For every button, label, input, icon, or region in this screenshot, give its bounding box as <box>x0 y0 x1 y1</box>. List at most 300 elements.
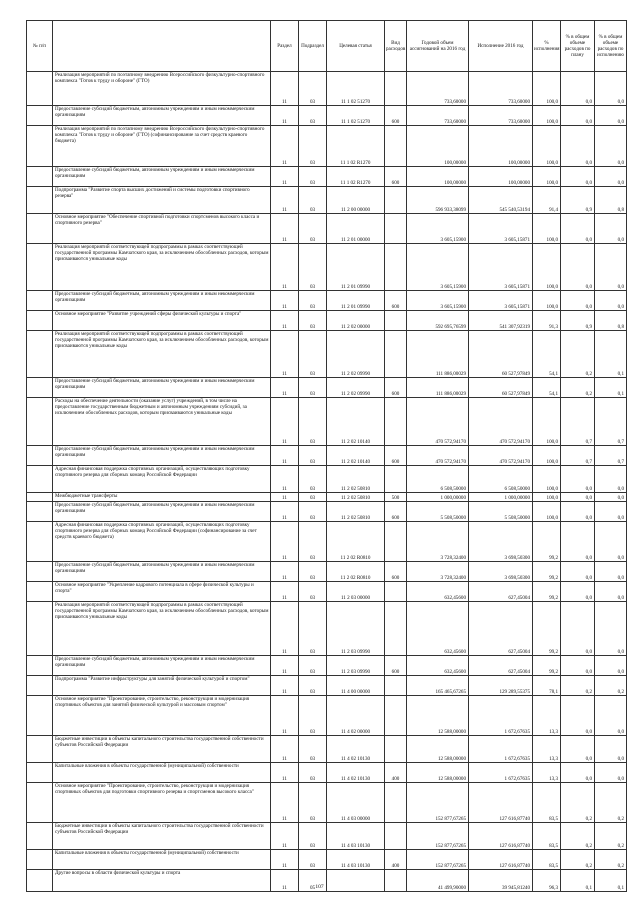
cell-name: Бюджетные инвестиции в объекты капитального строительства государственной собственности субъектов Российской Федерации <box>53 823 271 850</box>
table-body <box>27 72 627 892</box>
cell-plan: 100,00000 <box>407 167 469 187</box>
table-row <box>27 126 627 167</box>
header-podrazdel: Подраздел <box>299 21 327 72</box>
cell-razdel: 11 <box>271 602 299 656</box>
cell-percent: 83,5 <box>533 850 561 870</box>
cell-target-article: 11 4 03 10130 <box>327 850 385 870</box>
cell-share-fact: 0,0 <box>595 106 627 126</box>
cell-plan: 470 572,94170 <box>407 398 469 446</box>
cell-num <box>27 378 53 398</box>
cell-share-fact: 0,7 <box>595 398 627 446</box>
cell-percent: 78,1 <box>533 676 561 696</box>
table-row <box>27 378 627 398</box>
cell-expense-type <box>385 311 407 331</box>
cell-fact: 627,45004 <box>469 602 533 656</box>
cell-percent: 100,0 <box>533 446 561 466</box>
header-target-article: Целевая статья <box>327 21 385 72</box>
cell-target-article: 11 2 02 10140 <box>327 398 385 446</box>
cell-razdel: 11 <box>271 502 299 522</box>
table-row <box>27 214 627 244</box>
cell-num <box>27 72 53 106</box>
cell-target-article: 11 4 00 00000 <box>327 676 385 696</box>
table-row <box>27 291 627 311</box>
cell-share-plan: 0,2 <box>561 676 595 696</box>
cell-expense-type <box>385 676 407 696</box>
cell-podrazdel: 03 <box>299 736 327 763</box>
cell-num <box>27 602 53 656</box>
cell-num <box>27 291 53 311</box>
cell-razdel: 11 <box>271 398 299 446</box>
table-row <box>27 331 627 378</box>
cell-target-article: 11 2 02 50810 <box>327 466 385 493</box>
cell-name: Капитальные вложения в объекты государственной (муниципальной) собственности <box>53 850 271 870</box>
header-percent: % исполнения <box>533 21 561 72</box>
cell-target-article: 11 2 02 50810 <box>327 502 385 522</box>
cell-expense-type <box>385 696 407 736</box>
header-fact: Исполнение 2016 год <box>469 21 533 72</box>
cell-name: Реализация мероприятий по поэтапному внедрению Всероссийского физкультурно-спортивного комплекса "Готов к труду и обороне" (ГТО) (софинансирование за счет средств краевого бюджета) <box>53 126 271 167</box>
cell-razdel: 11 <box>271 126 299 167</box>
cell-plan: 632,45600 <box>407 602 469 656</box>
cell-name: Реализация мероприятий по поэтапному внедрению Всероссийского физкультурно-спортивного комплекса "Готов к труду и обороне" (ГТО) <box>53 72 271 106</box>
cell-fact: 60 527,97849 <box>469 378 533 398</box>
cell-plan: 152 877,67265 <box>407 850 469 870</box>
cell-podrazdel: 03 <box>299 167 327 187</box>
cell-razdel: 11 <box>271 331 299 378</box>
cell-expense-type <box>385 582 407 602</box>
cell-podrazdel: 03 <box>299 493 327 502</box>
cell-fact: 627,45004 <box>469 582 533 602</box>
cell-plan: 733,60000 <box>407 72 469 106</box>
cell-percent: 100,0 <box>533 106 561 126</box>
cell-razdel: 11 <box>271 244 299 291</box>
cell-share-plan: 0,0 <box>561 562 595 582</box>
table-row <box>27 602 627 656</box>
cell-share-plan: 0,2 <box>561 331 595 378</box>
cell-share-plan: 0,0 <box>561 502 595 522</box>
cell-share-fact: 0,1 <box>595 331 627 378</box>
cell-razdel: 11 <box>271 311 299 331</box>
cell-expense-type: 400 <box>385 763 407 783</box>
cell-target-article: 11 2 01 00000 <box>327 214 385 244</box>
cell-share-fact: 0,0 <box>595 72 627 106</box>
cell-num <box>27 763 53 783</box>
cell-podrazdel: 03 <box>299 656 327 676</box>
cell-share-plan: 0,0 <box>561 696 595 736</box>
table-row <box>27 311 627 331</box>
cell-plan: 111 886,00029 <box>407 378 469 398</box>
cell-podrazdel: 03 <box>299 291 327 311</box>
cell-num <box>27 502 53 522</box>
cell-num <box>27 331 53 378</box>
cell-fact: 3 605,15871 <box>469 244 533 291</box>
table-row <box>27 736 627 763</box>
cell-percent: 100,0 <box>533 126 561 167</box>
cell-target-article: 11 2 02 10140 <box>327 446 385 466</box>
cell-razdel: 11 <box>271 214 299 244</box>
cell-razdel: 11 <box>271 562 299 582</box>
cell-podrazdel: 03 <box>299 311 327 331</box>
header-razdel: Раздел <box>271 21 299 72</box>
cell-share-fact: 0,2 <box>595 676 627 696</box>
cell-plan: 470 572,94170 <box>407 446 469 466</box>
cell-share-fact: 0,0 <box>595 493 627 502</box>
cell-percent: 99,2 <box>533 562 561 582</box>
table-row <box>27 522 627 562</box>
table-header-row <box>27 21 627 72</box>
cell-share-fact: 0,0 <box>595 466 627 493</box>
cell-fact: 3 698,50300 <box>469 562 533 582</box>
cell-target-article: 11 4 03 00000 <box>327 783 385 823</box>
cell-name: Предоставление субсидий бюджетным, автономным учреждениям и иным некоммерческим организациям <box>53 167 271 187</box>
cell-podrazdel: 03 <box>299 850 327 870</box>
cell-podrazdel: 03 <box>299 602 327 656</box>
cell-expense-type <box>385 214 407 244</box>
cell-num <box>27 214 53 244</box>
cell-name: Подпрограмма "Развитие инфраструктуры для занятий физической культурой и спортом" <box>53 676 271 696</box>
cell-num <box>27 696 53 736</box>
cell-expense-type: 600 <box>385 446 407 466</box>
table-row <box>27 244 627 291</box>
cell-share-plan: 0,1 <box>561 870 595 892</box>
cell-target-article: 11 1 02 R1270 <box>327 126 385 167</box>
cell-num <box>27 167 53 187</box>
cell-share-plan: 0,2 <box>561 850 595 870</box>
cell-razdel: 11 <box>271 582 299 602</box>
table-row <box>27 106 627 126</box>
cell-share-plan: 0,2 <box>561 378 595 398</box>
cell-razdel: 11 <box>271 187 299 214</box>
cell-plan: 632,45600 <box>407 656 469 676</box>
cell-share-fact: 0,8 <box>595 187 627 214</box>
cell-expense-type: 600 <box>385 656 407 676</box>
cell-podrazdel: 03 <box>299 398 327 446</box>
cell-share-plan: 0,0 <box>561 214 595 244</box>
cell-podrazdel: 05 <box>299 870 327 892</box>
cell-name: Адресная финансовая поддержка спортивных организаций, осуществляющих подготовку спортивного резерва для сборных команд Российской Федерации (софинансирование за счет средств краевого бюджета) <box>53 522 271 562</box>
cell-num <box>27 106 53 126</box>
cell-fact: 545 540,53194 <box>469 187 533 214</box>
cell-name: Основное мероприятие "Обеспечение спортивной подготовки спортсменов высокого класса и спортивного резерва" <box>53 214 271 244</box>
cell-target-article: 11 4 03 10130 <box>327 823 385 850</box>
cell-percent: 100,0 <box>533 167 561 187</box>
cell-name: Предоставление субсидий бюджетным, автономным учреждениям и иным некоммерческим организациям <box>53 106 271 126</box>
cell-num <box>27 244 53 291</box>
cell-num <box>27 562 53 582</box>
cell-fact: 1 672,67635 <box>469 696 533 736</box>
cell-plan: 632,45600 <box>407 582 469 602</box>
cell-share-fact: 0,0 <box>595 602 627 656</box>
cell-plan: 152 877,67265 <box>407 783 469 823</box>
cell-share-fact: 0,0 <box>595 582 627 602</box>
cell-percent: 91,3 <box>533 311 561 331</box>
cell-fact: 1 672,67635 <box>469 763 533 783</box>
cell-plan: 733,60000 <box>407 106 469 126</box>
cell-percent: 13,3 <box>533 696 561 736</box>
cell-percent: 91,4 <box>533 187 561 214</box>
table-row <box>27 823 627 850</box>
cell-num <box>27 126 53 167</box>
cell-percent: 100,0 <box>533 466 561 493</box>
cell-percent: 99,2 <box>533 656 561 676</box>
cell-fact: 1 000,00000 <box>469 493 533 502</box>
cell-podrazdel: 03 <box>299 466 327 493</box>
cell-razdel: 11 <box>271 783 299 823</box>
cell-share-plan: 0,0 <box>561 466 595 493</box>
cell-fact: 3 605,15871 <box>469 291 533 311</box>
cell-target-article: 11 1 02 R1270 <box>327 167 385 187</box>
cell-expense-type <box>385 72 407 106</box>
table-row <box>27 466 627 493</box>
cell-expense-type: 600 <box>385 167 407 187</box>
cell-share-plan: 0,0 <box>561 72 595 106</box>
cell-target-article: 11 2 02 R0810 <box>327 522 385 562</box>
cell-fact: 1 672,67635 <box>469 736 533 763</box>
cell-podrazdel: 03 <box>299 502 327 522</box>
cell-plan: 111 886,00029 <box>407 331 469 378</box>
cell-razdel: 11 <box>271 493 299 502</box>
table-row <box>27 582 627 602</box>
cell-target-article: 11 2 02 R0810 <box>327 562 385 582</box>
cell-expense-type <box>385 126 407 167</box>
cell-razdel: 11 <box>271 167 299 187</box>
cell-razdel: 11 <box>271 446 299 466</box>
cell-num <box>27 783 53 823</box>
cell-fact: 733,60000 <box>469 106 533 126</box>
cell-name: Реализация мероприятий соответствующей подпрограммы в рамках соответствующей государственной программы Камчатского края, за исключением обособленных расходов, которым присваиваются уникальные коды <box>53 602 271 656</box>
cell-name: Предоставление субсидий бюджетным, автономным учреждениям и иным некоммерческим организациям <box>53 291 271 311</box>
cell-podrazdel: 03 <box>299 446 327 466</box>
cell-share-plan: 0,0 <box>561 763 595 783</box>
table-row <box>27 562 627 582</box>
page-number: 107 <box>315 884 324 890</box>
cell-target-article: 11 1 02 51270 <box>327 106 385 126</box>
cell-razdel: 11 <box>271 870 299 892</box>
cell-fact: 6 508,50000 <box>469 466 533 493</box>
cell-num <box>27 446 53 466</box>
cell-name: Основное мероприятие "Укрепление кадрового потенциала в сфере физической культуры и спорта" <box>53 582 271 602</box>
cell-expense-type: 600 <box>385 378 407 398</box>
cell-share-plan: 0,0 <box>561 602 595 656</box>
cell-name: Предоставление субсидий бюджетным, автономным учреждениям и иным некоммерческим организациям <box>53 562 271 582</box>
cell-percent: 96,3 <box>533 870 561 892</box>
header-share-fact: % в общем объеме расходов по исполнению <box>595 21 627 72</box>
header-num: № п/п <box>27 21 53 72</box>
cell-razdel: 11 <box>271 522 299 562</box>
cell-expense-type <box>385 331 407 378</box>
cell-percent: 54,1 <box>533 331 561 378</box>
cell-percent: 99,2 <box>533 582 561 602</box>
cell-num <box>27 850 53 870</box>
cell-name: Расходы на обеспечение деятельности (оказание услуг) учреждений, в том числе на предоставление государственным бюджетным и автономным учреждениям субсидий, за исключением обособленных расходов, которым присваиваются уникальные коды <box>53 398 271 446</box>
cell-razdel: 11 <box>271 291 299 311</box>
cell-target-article: 11 2 02 00000 <box>327 311 385 331</box>
cell-plan: 41 499,90000 <box>407 870 469 892</box>
cell-plan: 12 588,00000 <box>407 736 469 763</box>
cell-expense-type <box>385 823 407 850</box>
cell-plan: 596 933,38099 <box>407 187 469 214</box>
cell-podrazdel: 03 <box>299 783 327 823</box>
cell-expense-type <box>385 736 407 763</box>
cell-num <box>27 398 53 446</box>
cell-podrazdel: 03 <box>299 331 327 378</box>
cell-share-fact: 0,1 <box>595 870 627 892</box>
cell-num <box>27 676 53 696</box>
cell-name: Предоставление субсидий бюджетным, автономным учреждениям и иным некоммерческим организациям <box>53 446 271 466</box>
table-row <box>27 676 627 696</box>
cell-razdel: 11 <box>271 378 299 398</box>
table-row <box>27 783 627 823</box>
cell-plan: 12 588,00000 <box>407 763 469 783</box>
cell-target-article: 11 2 02 09990 <box>327 331 385 378</box>
cell-percent: 99,2 <box>533 522 561 562</box>
cell-expense-type <box>385 187 407 214</box>
cell-podrazdel: 03 <box>299 823 327 850</box>
cell-podrazdel: 03 <box>299 126 327 167</box>
cell-fact: 39 945,81240 <box>469 870 533 892</box>
cell-share-fact: 0,0 <box>595 291 627 311</box>
cell-share-plan: 0,0 <box>561 291 595 311</box>
cell-percent: 100,0 <box>533 244 561 291</box>
table-row <box>27 167 627 187</box>
cell-plan: 12 588,00000 <box>407 696 469 736</box>
cell-share-fact: 0,0 <box>595 502 627 522</box>
cell-share-plan: 0,0 <box>561 167 595 187</box>
cell-target-article: 11 4 02 10130 <box>327 736 385 763</box>
cell-share-fact: 0,0 <box>595 167 627 187</box>
cell-target-article: 11 2 02 50810 <box>327 493 385 502</box>
cell-percent: 100,0 <box>533 72 561 106</box>
cell-podrazdel: 03 <box>299 763 327 783</box>
cell-fact: 3 698,50300 <box>469 522 533 562</box>
cell-expense-type <box>385 602 407 656</box>
cell-razdel: 11 <box>271 736 299 763</box>
cell-share-plan: 0,7 <box>561 398 595 446</box>
cell-share-plan: 0,0 <box>561 106 595 126</box>
cell-podrazdel: 03 <box>299 378 327 398</box>
cell-podrazdel: 03 <box>299 106 327 126</box>
cell-target-article: 11 2 03 09990 <box>327 656 385 676</box>
cell-name: Основное мероприятие "Проектирование, строительство, реконструкция и модернизация спортивных объектов для подготовки спортивного резерва и спортсменов высокого класса" <box>53 783 271 823</box>
cell-podrazdel: 03 <box>299 244 327 291</box>
cell-plan: 3 605,15900 <box>407 291 469 311</box>
cell-num <box>27 187 53 214</box>
cell-percent: 13,3 <box>533 736 561 763</box>
table-row <box>27 656 627 676</box>
cell-target-article: 11 2 00 00000 <box>327 187 385 214</box>
cell-podrazdel: 03 <box>299 522 327 562</box>
cell-share-fact: 0,0 <box>595 126 627 167</box>
cell-share-plan: 0,0 <box>561 244 595 291</box>
cell-expense-type: 600 <box>385 106 407 126</box>
cell-percent: 83,5 <box>533 783 561 823</box>
cell-plan: 3 728,32400 <box>407 522 469 562</box>
cell-razdel: 11 <box>271 696 299 736</box>
cell-expense-type: 600 <box>385 562 407 582</box>
budget-table <box>26 20 627 892</box>
cell-plan: 5 508,50000 <box>407 502 469 522</box>
cell-podrazdel: 03 <box>299 676 327 696</box>
cell-fact: 470 572,94170 <box>469 398 533 446</box>
cell-razdel: 11 <box>271 676 299 696</box>
cell-fact: 127 616,87740 <box>469 783 533 823</box>
cell-target-article: 11 4 02 00000 <box>327 696 385 736</box>
cell-fact: 100,00000 <box>469 126 533 167</box>
cell-fact: 541 307,92319 <box>469 311 533 331</box>
cell-expense-type <box>385 466 407 493</box>
cell-name: Межбюджетные трансферты <box>53 493 271 502</box>
cell-fact: 129 289,55375 <box>469 676 533 696</box>
cell-plan: 165 465,67265 <box>407 676 469 696</box>
cell-share-fact: 0,1 <box>595 378 627 398</box>
cell-podrazdel: 03 <box>299 582 327 602</box>
cell-expense-type: 600 <box>385 291 407 311</box>
cell-percent: 13,3 <box>533 763 561 783</box>
cell-share-fact: 0,7 <box>595 446 627 466</box>
cell-share-plan: 0,0 <box>561 656 595 676</box>
cell-fact: 127 616,87740 <box>469 850 533 870</box>
cell-num <box>27 466 53 493</box>
cell-razdel: 11 <box>271 656 299 676</box>
cell-name: Реализация мероприятий соответствующей подпрограммы в рамках соответствующей государственной программы Камчатского края, за исключением обособленных расходов, которым присваиваются уникальные коды <box>53 244 271 291</box>
cell-target-article: 11 2 01 09990 <box>327 291 385 311</box>
cell-plan: 100,00000 <box>407 126 469 167</box>
cell-num <box>27 656 53 676</box>
cell-share-fact: 0,2 <box>595 823 627 850</box>
cell-podrazdel: 03 <box>299 214 327 244</box>
cell-share-fact: 0,0 <box>595 656 627 676</box>
cell-plan: 3 605,15900 <box>407 214 469 244</box>
cell-fact: 627,45004 <box>469 656 533 676</box>
cell-name: Адресная финансовая поддержка спортивных организаций, осуществляющих подготовку спортивного резерва для сборных команд Российской Федерации <box>53 466 271 493</box>
cell-share-fact: 0,0 <box>595 763 627 783</box>
cell-razdel: 11 <box>271 72 299 106</box>
cell-target-article: 11 1 02 51270 <box>327 72 385 106</box>
cell-fact: 100,00000 <box>469 167 533 187</box>
cell-razdel: 11 <box>271 850 299 870</box>
cell-podrazdel: 03 <box>299 72 327 106</box>
cell-share-plan: 0,7 <box>561 446 595 466</box>
table-row <box>27 763 627 783</box>
cell-name: Подпрограмма "Развитие спорта высших достижений и системы подготовки спортивного резерва" <box>53 187 271 214</box>
cell-plan: 3 728,32400 <box>407 562 469 582</box>
cell-fact: 60 527,97849 <box>469 331 533 378</box>
table-row <box>27 72 627 106</box>
cell-share-plan: 0,0 <box>561 582 595 602</box>
cell-target-article: 11 2 01 09990 <box>327 244 385 291</box>
cell-num <box>27 823 53 850</box>
cell-name: Предоставление субсидий бюджетным, автономным учреждениям и иным некоммерческим организациям <box>53 502 271 522</box>
header-expense-type: Вид расходов <box>385 21 407 72</box>
cell-razdel: 11 <box>271 823 299 850</box>
cell-percent: 100,0 <box>533 493 561 502</box>
cell-num <box>27 522 53 562</box>
cell-razdel: 11 <box>271 106 299 126</box>
cell-share-plan: 0,2 <box>561 823 595 850</box>
cell-num <box>27 582 53 602</box>
cell-plan: 152 877,67265 <box>407 823 469 850</box>
cell-expense-type: 500 <box>385 493 407 502</box>
table-row <box>27 398 627 446</box>
cell-expense-type: 600 <box>385 502 407 522</box>
cell-fact: 3 605,15871 <box>469 214 533 244</box>
cell-share-plan: 0,9 <box>561 311 595 331</box>
cell-name: Капитальные вложения в объекты государственной (муниципальной) собственности <box>53 763 271 783</box>
cell-share-plan: 0,9 <box>561 187 595 214</box>
cell-share-plan: 0,2 <box>561 783 595 823</box>
cell-percent: 99,2 <box>533 602 561 656</box>
cell-share-fact: 0,0 <box>595 562 627 582</box>
